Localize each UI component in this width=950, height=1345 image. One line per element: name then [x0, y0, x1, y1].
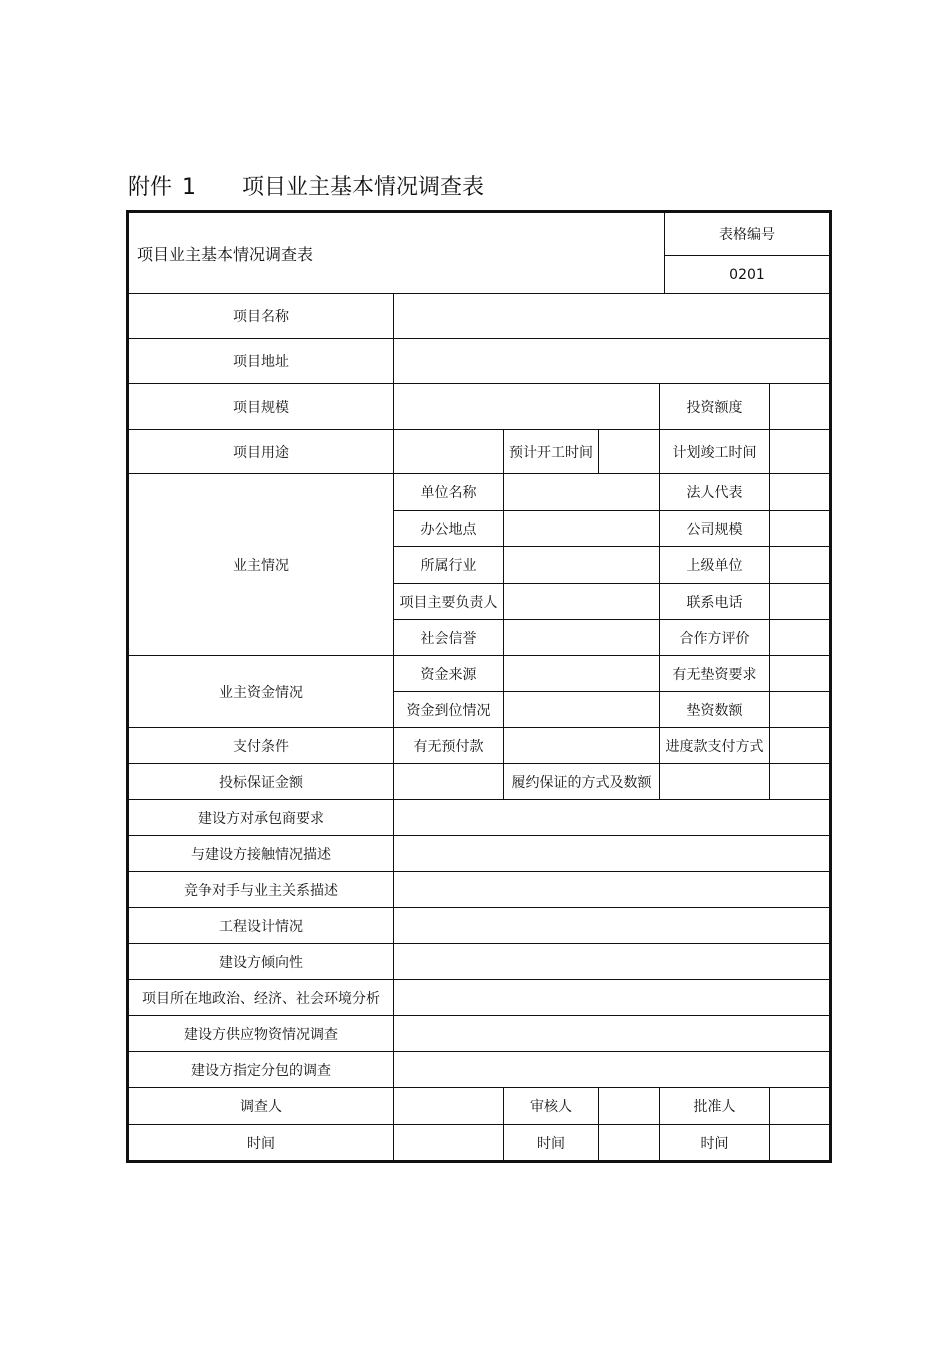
prepayment-label: 有无预付款	[393, 727, 504, 764]
review-time-label: 时间	[503, 1124, 599, 1161]
page-title: 项目业主基本情况调查表	[242, 175, 485, 200]
design-status-label: 工程设计情况	[128, 907, 394, 944]
parent-unit-field[interactable]	[769, 546, 830, 584]
advance-requirement-label: 有无垫资要求	[659, 655, 770, 692]
review-time-field[interactable]	[598, 1124, 660, 1161]
surveyor-label: 调查人	[128, 1087, 394, 1125]
investment-amount-field[interactable]	[769, 383, 830, 430]
project-scale-field[interactable]	[393, 383, 660, 430]
project-address-field[interactable]	[393, 338, 830, 384]
planned-start-label: 预计开工时间	[503, 429, 599, 474]
contact-description-field[interactable]	[393, 835, 830, 872]
company-scale-field[interactable]	[769, 510, 830, 547]
progress-payment-field[interactable]	[769, 727, 830, 764]
owner-funds-label: 业主资金情况	[128, 655, 394, 728]
project-scale-label: 项目规模	[128, 383, 394, 430]
advance-requirement-field[interactable]	[769, 655, 830, 692]
material-supply-field[interactable]	[393, 1015, 830, 1052]
advance-amount-label: 垫资数额	[659, 691, 770, 728]
owner-situation-label: 业主情况	[128, 473, 394, 656]
document-title	[128, 170, 484, 201]
social-credit-field[interactable]	[503, 619, 660, 656]
bid-bond-field[interactable]	[393, 763, 504, 800]
approver-field[interactable]	[769, 1087, 830, 1125]
project-leader-label: 项目主要负责人	[393, 583, 504, 620]
environment-analysis-label: 项目所在地政治、经济、社会环境分析	[128, 979, 394, 1016]
designated-subcontract-label: 建设方指定分包的调查	[128, 1051, 394, 1088]
contact-phone-field[interactable]	[769, 583, 830, 620]
contact-description-label: 与建设方接触情况描述	[128, 835, 394, 872]
reviewer-label: 审核人	[503, 1087, 599, 1125]
approver-label: 批准人	[659, 1087, 770, 1125]
contractor-requirements-label: 建设方对承包商要求	[128, 799, 394, 836]
attachment-number: 1	[182, 175, 197, 200]
planned-start-field[interactable]	[598, 429, 660, 474]
project-use-field[interactable]	[393, 429, 504, 474]
competitor-relation-label: 竞争对手与业主关系描述	[128, 871, 394, 908]
approve-time-field[interactable]	[769, 1124, 830, 1161]
attachment-label: 附件	[128, 175, 173, 200]
company-scale-label: 公司规模	[659, 510, 770, 547]
project-leader-field[interactable]	[503, 583, 660, 620]
planned-completion-field[interactable]	[769, 429, 830, 474]
contractor-requirements-field[interactable]	[393, 799, 830, 836]
competitor-relation-field[interactable]	[393, 871, 830, 908]
progress-payment-label: 进度款支付方式	[659, 727, 770, 764]
social-credit-label: 社会信誉	[393, 619, 504, 656]
contact-phone-label: 联系电话	[659, 583, 770, 620]
legal-rep-label: 法人代表	[659, 473, 770, 511]
prepayment-field[interactable]	[503, 727, 660, 764]
unit-name-field[interactable]	[503, 473, 660, 511]
unit-name-label: 单位名称	[393, 473, 504, 511]
fund-source-field[interactable]	[503, 655, 660, 692]
fund-source-label: 资金来源	[393, 655, 504, 692]
payment-terms-label: 支付条件	[128, 727, 394, 764]
environment-analysis-field[interactable]	[393, 979, 830, 1016]
project-address-label: 项目地址	[128, 338, 394, 384]
bid-bond-label: 投标保证金额	[128, 763, 394, 800]
reviewer-field[interactable]	[598, 1087, 660, 1125]
approve-time-label: 时间	[659, 1124, 770, 1161]
planned-completion-label: 计划竣工时间	[659, 429, 770, 474]
performance-bond-label: 履约保证的方式及数额	[503, 763, 660, 800]
industry-field[interactable]	[503, 546, 660, 584]
designated-subcontract-field[interactable]	[393, 1051, 830, 1088]
legal-rep-field[interactable]	[769, 473, 830, 511]
project-use-label: 项目用途	[128, 429, 394, 474]
form-number-value: 0201	[664, 255, 830, 294]
surveyor-field[interactable]	[393, 1087, 504, 1125]
industry-label: 所属行业	[393, 546, 504, 584]
owner-tendency-label: 建设方倾向性	[128, 943, 394, 980]
investment-amount-label: 投资额度	[659, 383, 770, 430]
material-supply-label: 建设方供应物资情况调查	[128, 1015, 394, 1052]
advance-amount-field[interactable]	[769, 691, 830, 728]
project-name-label: 项目名称	[128, 293, 394, 339]
office-location-label: 办公地点	[393, 510, 504, 547]
survey-time-field[interactable]	[393, 1124, 504, 1161]
fund-arrival-label: 资金到位情况	[393, 691, 504, 728]
performance-bond-field[interactable]	[659, 763, 770, 800]
survey-time-label: 时间	[128, 1124, 394, 1161]
partner-review-field[interactable]	[769, 619, 830, 656]
performance-bond-extra-field[interactable]	[769, 763, 830, 800]
parent-unit-label: 上级单位	[659, 546, 770, 584]
design-status-field[interactable]	[393, 907, 830, 944]
office-location-field[interactable]	[503, 510, 660, 547]
form-number-label: 表格编号	[664, 212, 830, 256]
owner-tendency-field[interactable]	[393, 943, 830, 980]
project-name-field[interactable]	[393, 293, 830, 339]
form-header-title: 项目业主基本情况调查表	[128, 212, 665, 294]
fund-arrival-field[interactable]	[503, 691, 660, 728]
partner-review-label: 合作方评价	[659, 619, 770, 656]
